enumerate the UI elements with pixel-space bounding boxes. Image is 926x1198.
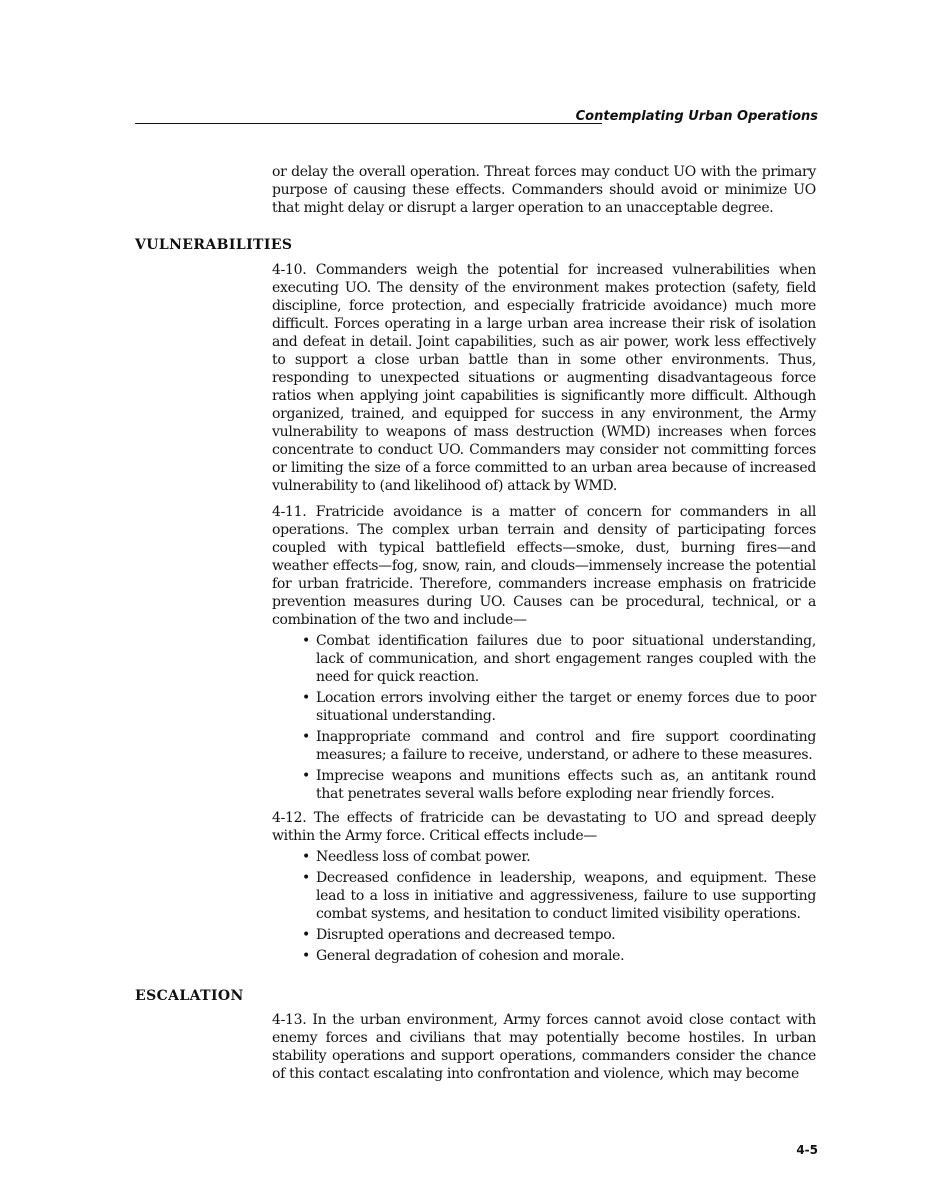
vulnerabilities-heading: VULNERABILITIES [135,237,293,253]
running-header-title: Contemplating Urban Operations [575,109,818,124]
vulnerabilities-section [272,261,816,968]
list-item: • Imprecise weapons and munitions effects such as, an antitank round that penetrates several walls before exploding near friendly forces. [316,767,816,803]
list-item: • General degradation of cohesion and morale. [316,947,816,965]
intro-paragraph-block [272,163,816,217]
page-number: 4-5 [796,1143,818,1157]
paragraph-4-10: 4-10. Commanders weigh the potential for increased vulnerabilities when executing UO. The density of the environment makes protection (safety, field discipline, force protection, and especially fratricide avoidance) much more difficult. Forces operating in a large urban area increase their risk of isolation and defeat in detail. Joint capabilities, such as air power, work less effectively to support a close urban battle than in some other environments. Thus, responding to unexpected situations or augmenting disadvantageous force ratios when applying joint capabilities is significantly more difficult. Although organized, trained, and equipped for success in any environment, the Army vulnerability to weapons of mass destruction (WMD) increases when forces concentrate to conduct UO. Commanders may consider not committing forces or limiting the size of a force committed to an urban area because of increased vulnerability to (and likelihood of) attack by WMD. [272,262,816,494]
list-item: • Combat identification failures due to poor situational understanding, lack of communication, and short engagement ranges coupled with the need for quick reaction. [316,632,816,686]
list-item: • Location errors involving either the target or enemy forces due to poor situational understanding. [316,689,816,725]
escalation-section [272,1011,816,1083]
fratricide-causes-list [272,632,816,803]
paragraph-4-11: 4-11. Fratricide avoidance is a matter of concern for commanders in all operations. The complex urban terrain and density of participating forces coupled with typical battlefield effects—smoke, dust, burning fires—and weather effects—fog, snow, rain, and clouds—immensely increase the potential for urban fratricide. Therefore, commanders increase emphasis on fratricide prevention measures during UO. Causes can be procedural, technical, or a combination of the two and include— [272,504,816,628]
header-rule [135,123,602,124]
list-item: • Needless loss of combat power. [316,848,816,866]
list-item: • Disrupted operations and decreased tempo. [316,926,816,944]
list-item: • Inappropriate command and control and fire support coordinating measures; a failure to receive, understand, or adhere to these measures. [316,728,816,764]
intro-paragraph: or delay the overall operation. Threat forces may conduct UO with the primary purpose of causing these effects. Commanders should avoid or minimize UO that might delay or disrupt a larger operation to an unacceptable degree. [272,164,816,216]
list-item: • Decreased confidence in leadership, weapons, and equipment. These lead to a loss in initiative and aggressiveness, failure to use supporting combat systems, and hesitation to conduct limited visibility operations. [316,869,816,923]
paragraph-4-12: 4-12. The effects of fratricide can be devastating to UO and spread deeply within the Army force. Critical effects include— [272,810,816,844]
paragraph-4-13: 4-13. In the urban environment, Army forces cannot avoid close contact with enemy forces and civilians that may potentially become hostiles. In urban stability operations and support operations, commanders consider the chance of this contact escalating into confrontation and violence, which may become [272,1012,816,1082]
escalation-heading: ESCALATION [135,988,244,1004]
fratricide-effects-list [272,848,816,965]
